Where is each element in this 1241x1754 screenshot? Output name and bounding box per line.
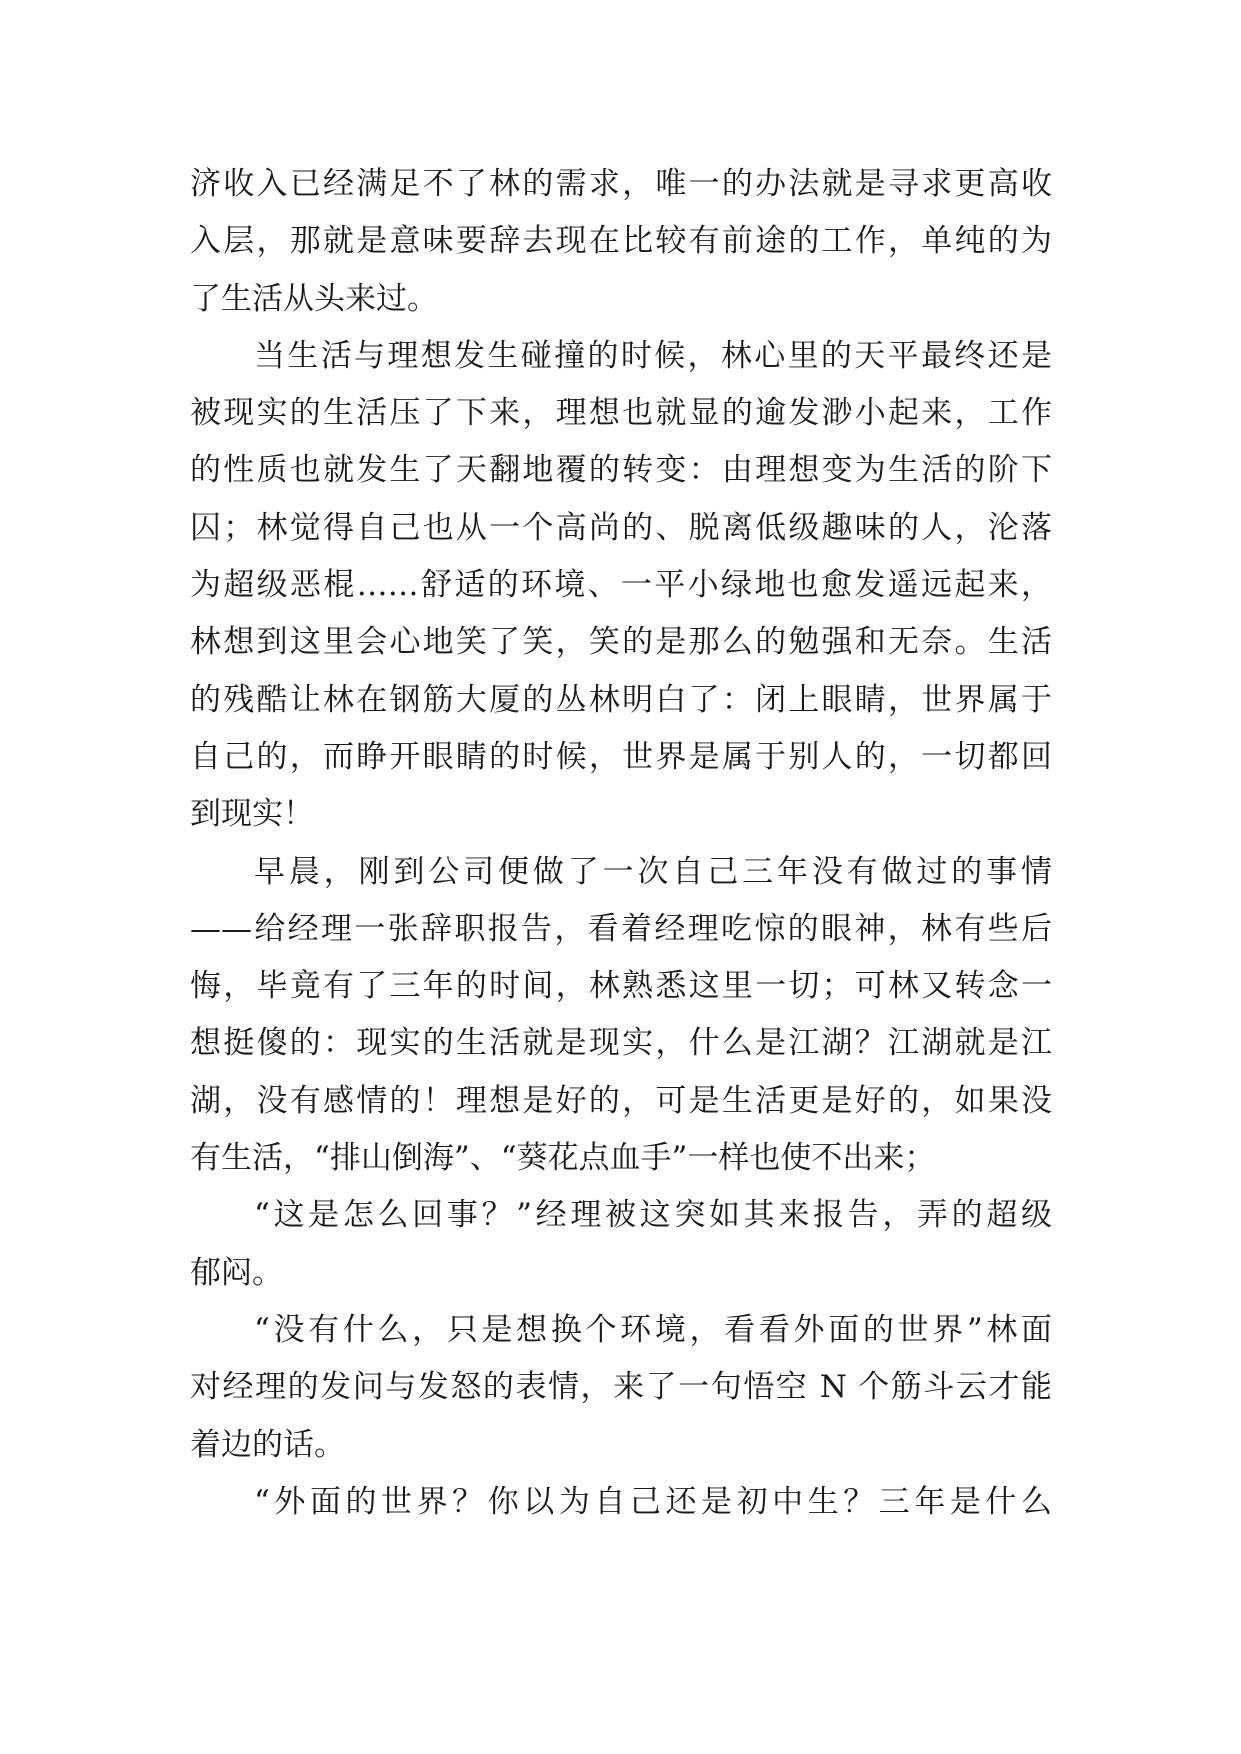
text-line: 入层，那就是意味要辞去现在比较有前途的工作，单纯的为 (190, 223, 1052, 260)
text-line: 悔，毕竟有了三年的时间，林熟悉这里一切；可林又转念一 (190, 968, 1052, 1005)
paragraph (190, 156, 1052, 328)
text-line: “这是怎么回事？”经理被这突如其来报告，弄的超级 (254, 1197, 1052, 1234)
text-line: ——给经理一张辞职报告，看着经理吃惊的眼神，林有些后 (190, 910, 1052, 947)
text-line: 的性质也就发生了天翻地覆的转变：由理想变为生活的阶下 (190, 452, 1052, 489)
text-line: 林想到这里会心地笑了笑，笑的是那么的勉强和无奈。生活 (190, 624, 1052, 661)
paragraph (190, 844, 1052, 1188)
text-line: 到现实！ (190, 796, 314, 833)
text-line: 郁闷。 (190, 1254, 283, 1291)
text-line: 当生活与理想发生碰撞的时候，林心里的天平最终还是 (254, 337, 1052, 374)
paragraph (190, 1302, 1052, 1474)
text-line: “没有什么，只是想换个环境，看看外面的世界”林面 (254, 1311, 1052, 1348)
text-line: 想挺傻的：现实的生活就是现实，什么是江湖？江湖就是江 (190, 1025, 1052, 1062)
text-line: 了生活从头来过。 (190, 280, 438, 317)
text-line: 早晨，刚到公司便做了一次自己三年没有做过的事情 (254, 853, 1052, 890)
text-line: 被现实的生活压了下来，理想也就显的逾发渺小起来，工作 (190, 395, 1052, 432)
text-line: 着边的话。 (190, 1426, 345, 1463)
text-line: 济收入已经满足不了林的需求，唯一的办法就是寻求更高收 (190, 166, 1052, 202)
text-line: 自己的，而睁开眼睛的时候，世界是属于别人的，一切都回 (190, 738, 1052, 775)
text-line: “外面的世界？你以为自己还是初中生？三年是什么 (254, 1483, 1052, 1520)
text-line: 为超级恶棍……舒适的环境、一平小绿地也愈发遥远起来， (190, 567, 1052, 604)
text-line: 的残酷让林在钢筋大厦的丛林明白了：闭上眼睛，世界属于 (190, 681, 1052, 718)
paragraph (190, 1187, 1052, 1302)
text-line: 对经理的发问与发怒的表情，来了一句悟空 N 个筋斗云才能 (190, 1369, 1052, 1406)
body-text (190, 156, 1052, 1531)
paragraph (190, 328, 1052, 844)
text-line: 囚；林觉得自己也从一个高尚的、脱离低级趣味的人，沦落 (190, 509, 1052, 546)
text-line: 湖，没有感情的！理想是好的，可是生活更是好的，如果没 (190, 1082, 1052, 1119)
paragraph (190, 1474, 1052, 1531)
text-line: 有生活，“排山倒海”、“葵花点血手”一样也使不出来； (190, 1140, 936, 1177)
